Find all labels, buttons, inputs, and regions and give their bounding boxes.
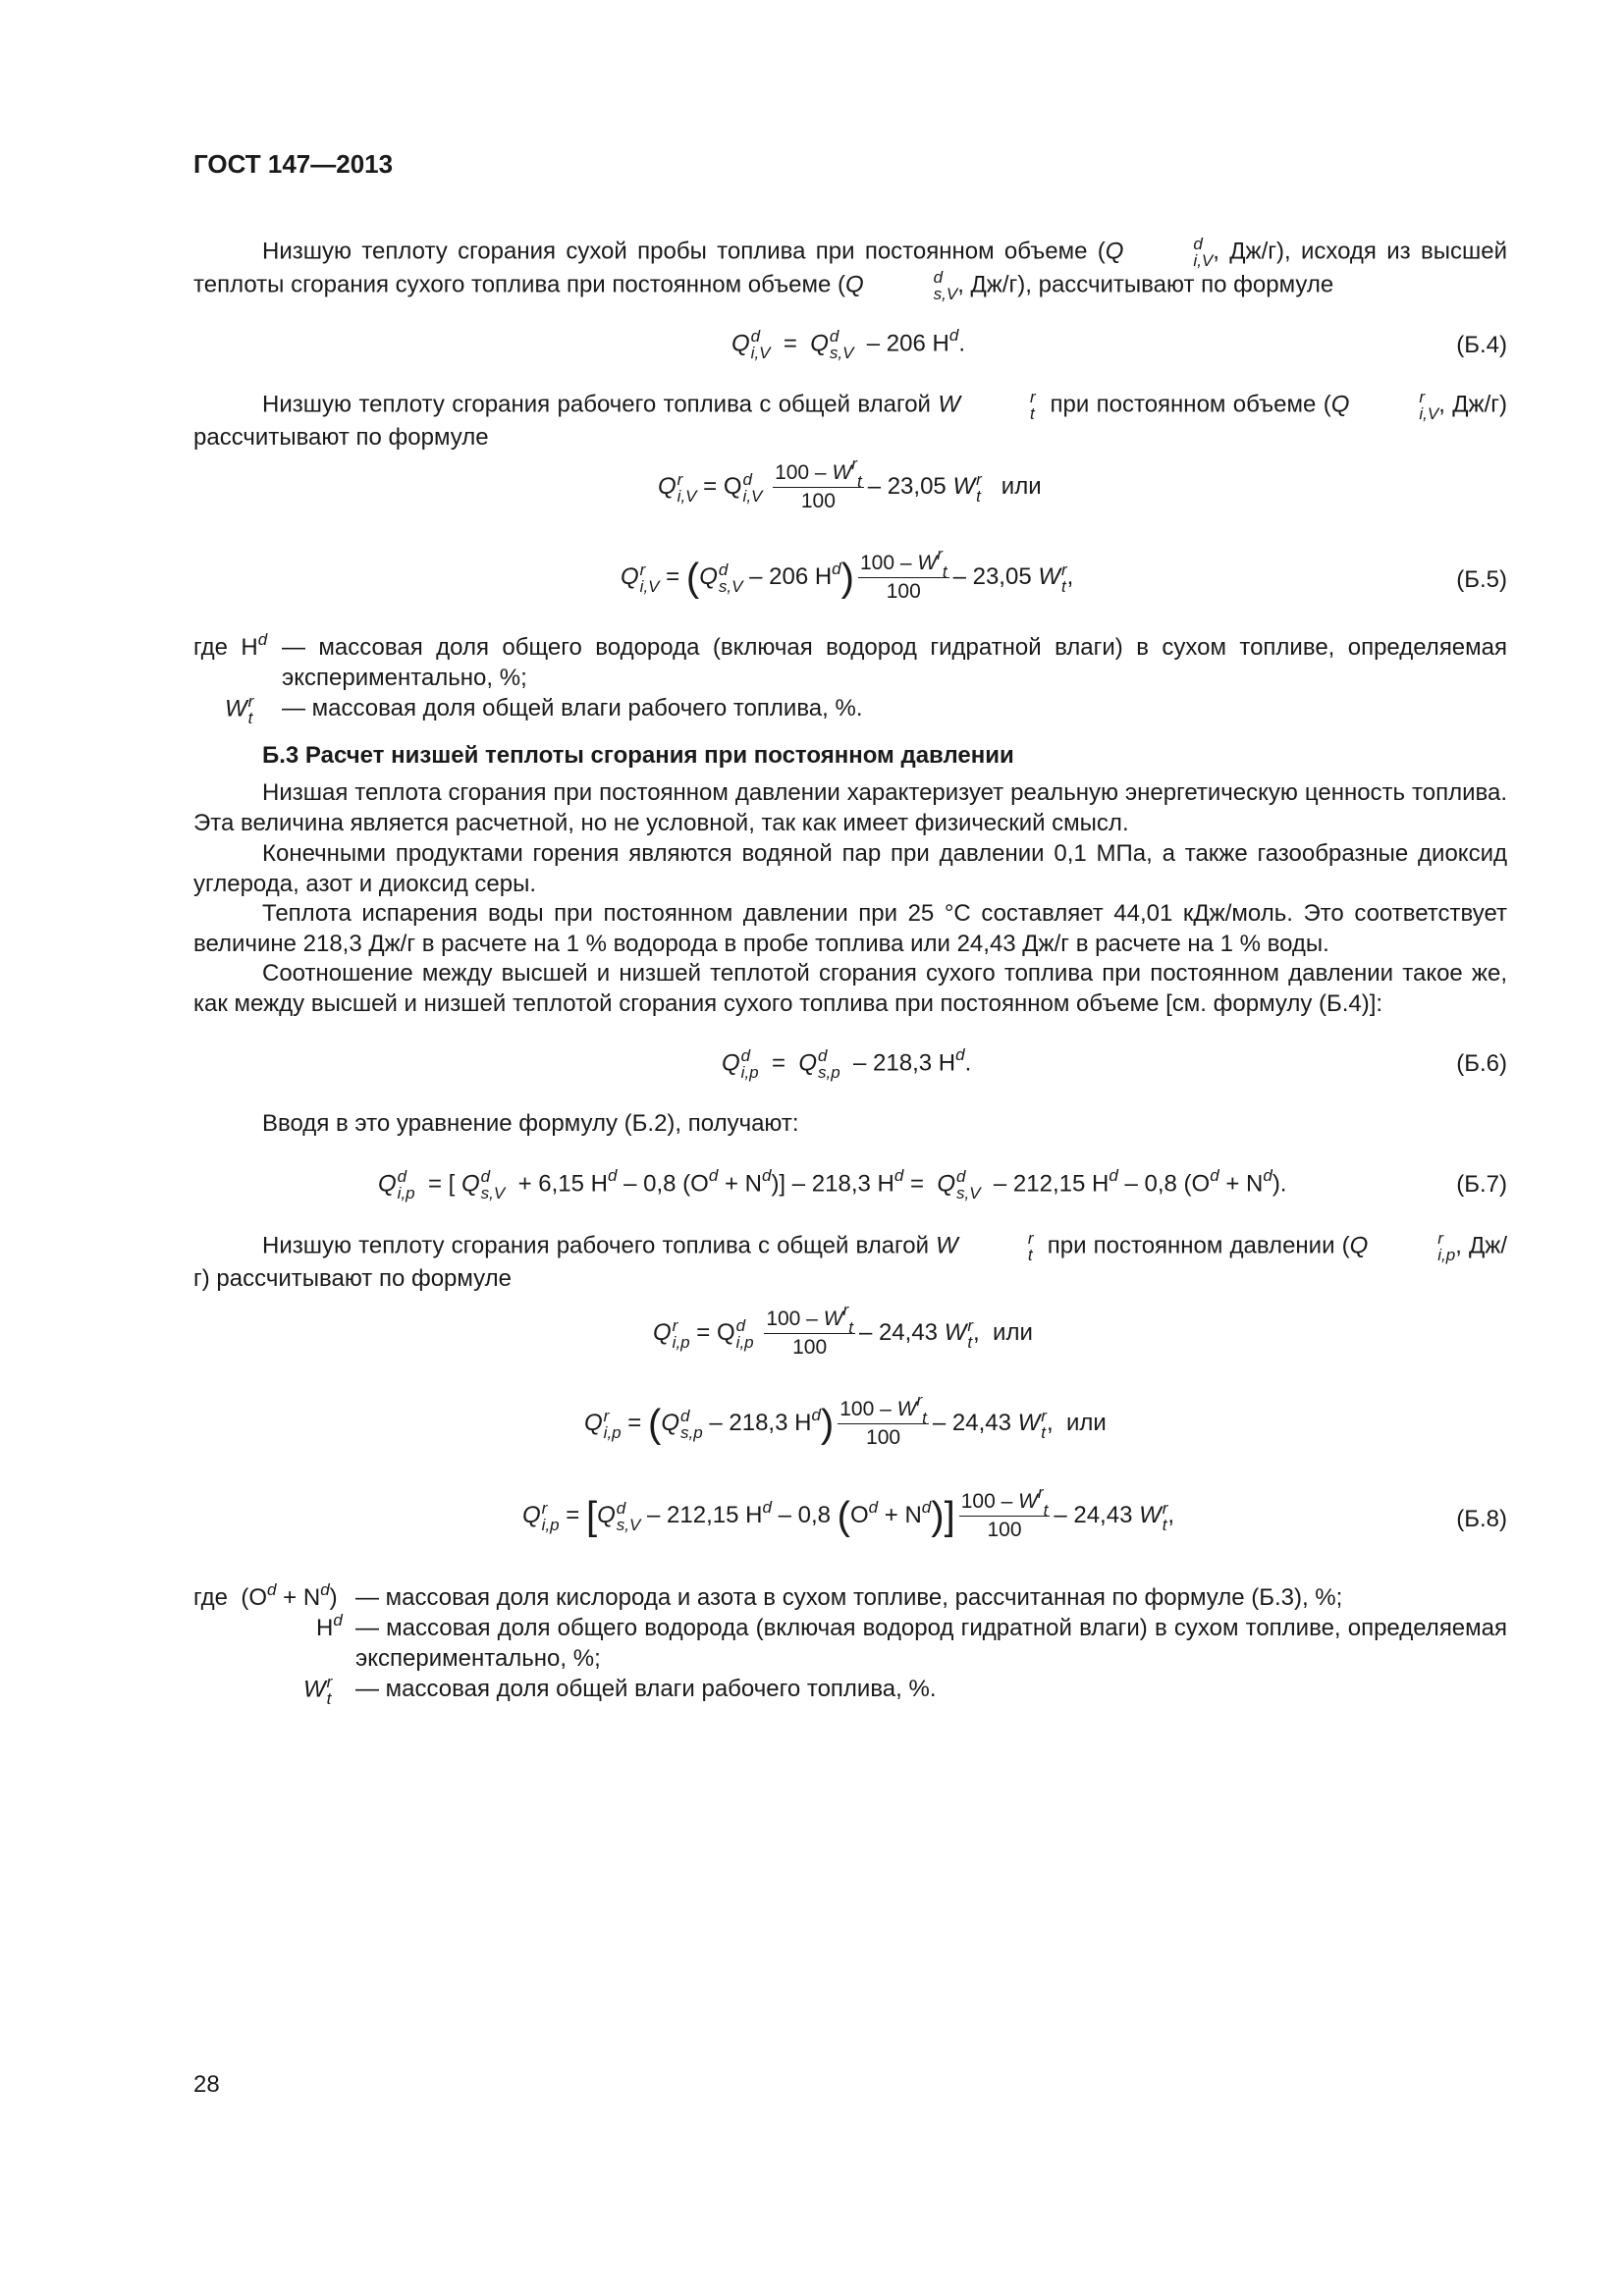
paragraph-definition: Низшая теплота сгорания при постоянном давлении характеризует реальную энергетическую ценность топлива. Эта величина является расчетной, но не условной, так как имеет физический смысл. (193, 779, 1507, 836)
definitions-list-1 (193, 630, 1507, 727)
document-header: ГОСТ 147—2013 (193, 149, 394, 179)
paragraph-combustion-products: Конечными продуктами горения являются водяной пар при давлении 0,1 МПа, а также газообразные диоксид углерода, азот и диоксид серы. (193, 840, 1507, 897)
definition-moisture-2: W r t — массовая доля общей влаги рабочего топлива, %. (303, 1673, 937, 1708)
definition-hydrogen-2: $H^d$ — массовая доля общего водорода (включая водород гидратной влаги) в сухом топливе, определяемая экспериментально, %; (316, 1611, 1507, 1672)
formula-b8-line2: Q r i,p = (Q d s,p – 218,3 $H^d$) $\frac{100 - W^r_t}{100}$ – 24,43 W r t , или (584, 1396, 1107, 1452)
formula-b5-line2: Q r i,V = (Q d s,V – 206 $H^d$) $\frac{100 - W^r_t}{100}$ – 23,05 W r t , (621, 550, 1073, 606)
equation-number-b8: (Б.8) (1456, 1506, 1507, 1532)
equation-number-b7: (Б.7) (1456, 1171, 1507, 1198)
section-heading-b3: Б.3 Расчет низшей теплоты сгорания при постоянном давлении (262, 742, 1014, 769)
paragraph-low-heat-working-pressure: Низшую теплоту сгорания рабочего топлива с общей влагой W r t при постоянном давлении (Q r i,p , Дж/г) рассчитывают по формуле (193, 1229, 1507, 1292)
definitions-list-2 (193, 1580, 1507, 1708)
page-number: 28 (193, 2071, 220, 2098)
paragraph-low-heat-working: Низшую теплоту сгорания рабочего топлива с общей влагой W r t при постоянном объеме (Q r i,V , Дж/г) рассчитывают по формуле (193, 388, 1507, 451)
formula-b7: Q d i,p = [ Q d s,V + 6,15 $H^d - 0,8$ $(O^d + N^d)] - 218,3$ $H^d = Q$ d s,V – 212,15 $H^d - 0,8$ $(O^d + N^d)$. (378, 1166, 1287, 1202)
paragraph-relationship: Соотношение между высшей и низшей теплотой сгорания сухого топлива при постоянном давлении такое же, как между высшей и низшей теплотой сгорания сухого топлива при постоянном объеме [см. формулу (Б.4)]: (193, 960, 1507, 1017)
definition-hydrogen: где $H^d$ — массовая доля общего водорода (включая водород гидратной влаги) в сухом топливе, определяемая экспериментально, %; (193, 630, 1507, 691)
equation-number-b6: (Б.6) (1456, 1050, 1507, 1077)
definition-oxygen-nitrogen: где $(O^d + N^d)$ — массовая доля кислорода и азота в сухом топливе, рассчитанная по формуле (Б.3), %; (193, 1580, 1343, 1611)
formula-b8-line1: Q r i,p = Q d i,p $\frac{100 - W^r_t}{100}$ – 24,43 W r t , или (653, 1306, 1033, 1362)
formula-b6: Q d i,p = Q d s,p – 218,3 $H^d$. (722, 1045, 972, 1082)
formula-b8-line3: Q r i,p = [Q d s,V – 212,15 $H^d - 0,8$ $(O^d + N^d)$] $\frac{100 - W^r_t}{100}$ – 24,43 W r t , (522, 1488, 1174, 1544)
fraction: $\frac{100 - W^r_t}{100}$ (766, 1301, 853, 1359)
fraction: $\frac{100 - W^r_t}{100}$ (859, 545, 947, 603)
equation-number-b4: (Б.4) (1456, 332, 1507, 358)
formula-b4: Q d i,V = Q d s,V – 206 $H^d$. (731, 326, 965, 362)
paragraph-substitution: Вводя в это уравнение формулу (Б.2), получают: (262, 1110, 799, 1137)
definition-moisture: W r t — массовая доля общей влаги рабочего топлива, %. (225, 692, 863, 727)
fraction: $\frac{100 - W^r_t}{100}$ (960, 1483, 1049, 1541)
paragraph-low-heat-dry: Низшую теплоту сгорания сухой пробы топлива при постоянном объеме (Q d i,V , Дж/г), исходя из высшей теплоты сгорания сухого топлива при постоянном объеме (Q d s,V , Дж/г), рассчитывают по формуле (193, 235, 1507, 303)
paragraph-evaporation-heat: Теплота испарения воды при постоянном давлении при 25 °С составляет 44,01 кДж/моль. Это соответствует величине 218,3 Дж/г в расчете на 1 % водорода в пробе топлива или 24,43 Дж/г в расчете на 1 % воды. (193, 900, 1507, 957)
formula-b5-line1: Q r i,V = Q d i,V $\frac{100 - W^r_t}{100}$ – 23,05 W r t или (658, 459, 1042, 515)
fraction: $\frac{100 - W^r_t}{100}$ (839, 1391, 927, 1449)
equation-number-b5: (Б.5) (1456, 566, 1507, 593)
fraction: $\frac{100 - W^r_t}{100}$ (775, 454, 862, 512)
